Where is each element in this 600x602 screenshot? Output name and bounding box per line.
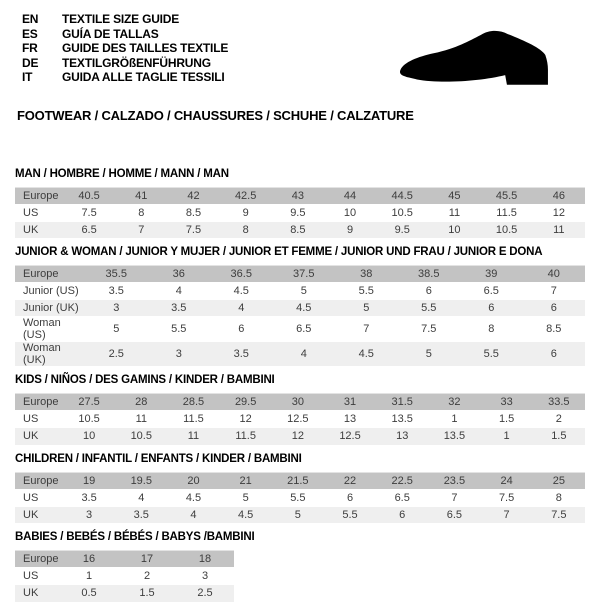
- size-value: 6.5: [483, 285, 499, 297]
- dress-shoe-icon: [379, 14, 579, 110]
- size-value: 11: [448, 206, 461, 219]
- size-value: 10.5: [495, 223, 518, 236]
- size-value: 11.5: [496, 206, 517, 219]
- size-value: 24: [500, 474, 513, 487]
- row-label: Europe: [23, 553, 59, 565]
- row-label: Europe: [23, 474, 59, 487]
- size-value: 43: [291, 189, 304, 202]
- size-value: 22: [343, 474, 357, 487]
- row-label: UK: [23, 508, 39, 521]
- size-value: 22.5: [391, 474, 413, 487]
- size-value: 7: [363, 323, 370, 335]
- size-value: 10.5: [391, 206, 413, 219]
- size-value: 7: [503, 508, 510, 521]
- size-value: 12: [239, 413, 252, 425]
- size-value: 9: [346, 223, 354, 236]
- row-label: US: [23, 491, 39, 504]
- size-value: 10: [82, 430, 96, 443]
- language-code: DE: [22, 55, 39, 70]
- size-table: [15, 393, 585, 445]
- size-value: 6: [488, 302, 495, 314]
- size-value: 6: [399, 508, 406, 521]
- table-row: [15, 221, 585, 238]
- size-value: 6: [238, 323, 245, 335]
- size-value: 11.5: [235, 430, 256, 443]
- row-label: US: [23, 570, 39, 582]
- size-value: 11: [135, 413, 147, 425]
- size-table: [15, 472, 585, 524]
- size-value: 31.5: [391, 396, 413, 408]
- size-table: [15, 550, 234, 602]
- size-value: 2.5: [108, 348, 124, 360]
- size-value: 46: [552, 189, 565, 202]
- size-value: 33: [500, 396, 513, 408]
- table-row: [15, 342, 585, 367]
- size-value: 5.5: [358, 285, 374, 297]
- size-value: 9.5: [394, 223, 410, 236]
- row-label: UK: [23, 223, 39, 236]
- table-row: [15, 551, 234, 568]
- size-value: 27.5: [78, 396, 100, 408]
- size-value: 3: [113, 302, 120, 314]
- size-value: 13: [343, 413, 357, 425]
- size-value: 8.5: [290, 223, 306, 236]
- size-value: 2.5: [197, 587, 213, 600]
- table-row: [15, 585, 234, 602]
- language-label: TEXTILE SIZE GUIDE: [62, 12, 180, 26]
- size-value: 6.5: [296, 323, 312, 335]
- table-row: [15, 428, 585, 445]
- size-value: 9.5: [290, 206, 306, 219]
- size-value: 7.5: [551, 508, 567, 521]
- size-value: 19.5: [130, 474, 152, 487]
- size-value: 12.5: [287, 413, 309, 425]
- size-value: 1: [503, 430, 510, 443]
- row-label: Junior (US): [23, 285, 79, 297]
- size-value: 11: [187, 430, 200, 443]
- size-value: 5: [294, 508, 301, 521]
- table-row: [15, 411, 585, 428]
- header-area: [15, 0, 585, 123]
- size-value: 44.5: [391, 189, 413, 202]
- size-value: 1.5: [139, 587, 155, 600]
- size-value: 16: [82, 553, 96, 565]
- size-value: 21: [239, 474, 252, 487]
- row-label: Junior (UK): [23, 302, 79, 314]
- size-value: 12.5: [339, 430, 361, 443]
- size-value: 7: [451, 491, 458, 504]
- size-value: 7.5: [185, 223, 202, 236]
- size-value: 3: [86, 508, 93, 521]
- size-value: 42: [187, 189, 200, 202]
- language-code: IT: [22, 70, 33, 84]
- table-row: [15, 472, 585, 489]
- row-label: Woman (US): [23, 317, 61, 341]
- size-value: 35.5: [105, 268, 127, 280]
- language-label: TEXTILGRÖßENFÜHRUNG: [62, 55, 211, 70]
- language-code: FR: [22, 41, 38, 55]
- size-value: 28: [135, 396, 148, 408]
- size-value: 32: [448, 396, 461, 408]
- size-value: 3: [201, 570, 209, 582]
- size-value: 36.5: [230, 268, 252, 280]
- size-value: 6: [550, 348, 557, 360]
- section-title: BABIES / BEBÉS / BÉBÉS / BABYS /BAMBINI: [15, 531, 255, 543]
- size-section: [15, 246, 585, 366]
- size-value: 5: [113, 323, 120, 335]
- size-table: [15, 265, 585, 366]
- size-value: 10: [448, 223, 461, 236]
- size-value: 5: [363, 302, 370, 314]
- size-value: 41: [135, 189, 148, 202]
- row-label: Europe: [23, 396, 59, 408]
- size-value: 4: [190, 508, 197, 521]
- row-label: Europe: [23, 189, 59, 202]
- size-value: 45: [448, 189, 461, 202]
- section-title: KIDS / NIÑOS / DES GAMINS / KINDER / BAMBINI: [15, 374, 275, 386]
- size-value: 6: [550, 302, 557, 314]
- size-value: 13.5: [443, 430, 466, 443]
- size-value: 10.5: [130, 430, 152, 443]
- table-row: [15, 506, 585, 523]
- size-value: 8: [242, 223, 249, 236]
- size-value: 11.5: [183, 413, 204, 425]
- size-value: 4.5: [296, 302, 312, 314]
- size-value: 8.5: [546, 323, 562, 335]
- row-label: Europe: [23, 268, 59, 280]
- size-value: 7: [550, 285, 557, 297]
- language-code: ES: [22, 26, 38, 41]
- size-value: 10.5: [78, 413, 100, 425]
- size-value: 1: [85, 570, 93, 582]
- size-value: 13: [396, 430, 409, 443]
- size-value: 4: [175, 285, 182, 297]
- size-value: 10: [343, 206, 357, 219]
- size-value: 5: [425, 348, 432, 360]
- size-value: 4: [138, 491, 145, 504]
- table-row: [15, 204, 585, 221]
- category-title: FOOTWEAR / CALZADO / CHAUSSURES / SCHUHE / CALZATURE: [17, 107, 414, 123]
- table-row: [15, 394, 585, 411]
- size-value: 21.5: [287, 474, 309, 487]
- size-value: 12: [291, 430, 304, 443]
- table-row: [15, 283, 585, 300]
- section-title: MAN / HOMBRE / HOMME / MANN / MAN: [15, 167, 229, 180]
- size-value: 6.5: [81, 223, 97, 236]
- section-title: JUNIOR & WOMAN / JUNIOR Y MUJER / JUNIOR ET FEMME / JUNIOR UND FRAU / JUNIOR E DONA: [15, 246, 543, 258]
- size-value: 2: [143, 570, 151, 582]
- size-value: 3: [175, 348, 182, 360]
- size-value: 4: [238, 302, 245, 314]
- size-section: [15, 531, 585, 602]
- size-value: 11: [553, 223, 565, 236]
- size-value: 19: [82, 474, 96, 487]
- size-value: 44: [343, 189, 357, 202]
- row-label: Woman (UK): [23, 342, 61, 366]
- size-value: 4.5: [238, 508, 254, 521]
- size-value: 1: [451, 413, 458, 425]
- size-value: 6: [425, 285, 432, 297]
- size-value: 7.5: [421, 323, 437, 335]
- size-value: 8.5: [185, 206, 202, 219]
- table-row: [15, 317, 585, 342]
- row-label: UK: [23, 587, 39, 600]
- size-value: 36: [172, 268, 185, 280]
- size-value: 20: [187, 474, 200, 487]
- size-value: 3.5: [81, 491, 97, 504]
- language-label: GUIDE DES TAILLES TEXTILE: [62, 41, 229, 55]
- size-value: 5.5: [342, 508, 358, 521]
- size-value: 31: [343, 396, 357, 408]
- size-value: 28.5: [182, 396, 205, 408]
- size-value: 3.5: [171, 302, 187, 314]
- language-label: GUIDA ALLE TAGLIE TESSILI: [62, 70, 225, 84]
- size-value: 8: [555, 491, 562, 504]
- size-value: 0.5: [81, 587, 97, 600]
- size-table: [15, 187, 585, 239]
- size-value: 40: [547, 268, 560, 280]
- table-row: [15, 187, 585, 204]
- size-value: 5.5: [290, 491, 306, 504]
- size-value: 25: [552, 474, 565, 487]
- size-value: 1.5: [498, 413, 515, 425]
- size-value: 6.5: [394, 491, 410, 504]
- size-value: 30: [291, 396, 304, 408]
- size-value: 1.5: [551, 430, 567, 443]
- size-value: 12: [552, 206, 565, 219]
- size-value: 7: [138, 223, 145, 236]
- size-value: 5.5: [421, 302, 437, 314]
- size-value: 42.5: [234, 189, 257, 202]
- size-value: 5: [242, 491, 249, 504]
- size-value: 3.5: [133, 508, 149, 521]
- size-value: 8: [488, 323, 495, 335]
- table-row: [15, 489, 585, 506]
- size-value: 23.5: [443, 474, 466, 487]
- language-label: GUÍA DE TALLAS: [62, 26, 159, 41]
- language-code: EN: [22, 12, 39, 26]
- size-value: 33.5: [548, 396, 570, 408]
- size-value: 3.5: [108, 285, 124, 297]
- size-value: 4.5: [233, 285, 249, 297]
- row-label: US: [23, 206, 39, 219]
- size-value: 9: [242, 206, 249, 219]
- size-value: 37.5: [293, 268, 315, 280]
- size-sections: [15, 168, 585, 602]
- table-row: [15, 568, 234, 585]
- size-value: 2: [555, 413, 562, 425]
- table-row: [15, 300, 585, 317]
- size-value: 38: [360, 268, 373, 280]
- size-value: 40.5: [78, 189, 100, 202]
- size-value: 18: [198, 553, 212, 565]
- section-title: CHILDREN / INFANTIL / ENFANTS / KINDER / BAMBINI: [15, 452, 302, 465]
- size-section: [15, 453, 585, 524]
- size-value: 3.5: [233, 348, 249, 360]
- size-section: [15, 168, 585, 239]
- size-value: 6.5: [446, 508, 463, 521]
- size-value: 38.5: [418, 268, 440, 280]
- size-value: 8: [138, 206, 145, 219]
- size-value: 7.5: [498, 491, 515, 504]
- size-value: 4.5: [185, 491, 202, 504]
- size-value: 5.5: [483, 348, 499, 360]
- table-row: [15, 266, 585, 283]
- size-value: 29.5: [234, 396, 257, 408]
- size-value: 5.5: [171, 323, 187, 335]
- size-value: 6: [346, 491, 354, 504]
- size-value: 45.5: [495, 189, 518, 202]
- row-label: UK: [23, 430, 39, 443]
- size-value: 39: [485, 268, 498, 280]
- size-section: [15, 374, 585, 445]
- size-value: 4: [300, 348, 307, 360]
- size-value: 13.5: [391, 413, 413, 425]
- row-label: US: [23, 413, 39, 425]
- size-value: 7.5: [81, 206, 97, 219]
- size-value: 17: [140, 553, 154, 565]
- size-value: 5: [300, 285, 307, 297]
- size-value: 4.5: [358, 348, 374, 360]
